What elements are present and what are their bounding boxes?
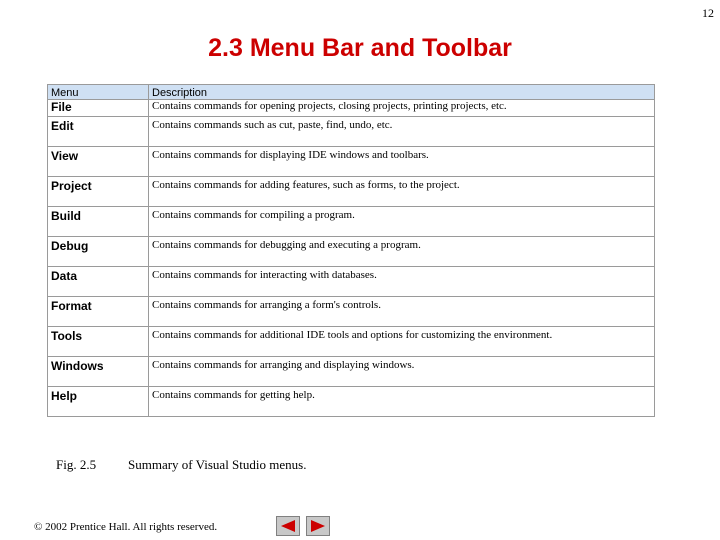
menu-description: Contains commands for adding features, such as forms, to the project. <box>149 177 655 207</box>
menu-description: Contains commands for debugging and executing a program. <box>149 237 655 267</box>
header-description: Description <box>149 85 655 100</box>
table-row <box>48 100 655 117</box>
menu-description: Contains commands for getting help. <box>149 387 655 417</box>
figure-label: Fig. 2.5 <box>56 457 97 472</box>
table-row <box>48 327 655 357</box>
table-row <box>48 267 655 297</box>
menu-name: Debug <box>48 237 149 267</box>
menu-description: Contains commands for interacting with databases. <box>149 267 655 297</box>
slide-title: 2.3 Menu Bar and Toolbar <box>208 34 512 62</box>
menu-description: Contains commands for arranging and displaying windows. <box>149 357 655 387</box>
table-row <box>48 177 655 207</box>
next-arrow-icon <box>310 519 326 533</box>
menu-name: Project <box>48 177 149 207</box>
menu-description: Contains commands for arranging a form's controls. <box>149 297 655 327</box>
page-number: 12 <box>702 6 714 20</box>
header-menu: Menu <box>48 85 149 100</box>
menu-name: Format <box>48 297 149 327</box>
previous-arrow-icon <box>280 519 296 533</box>
menu-description: Contains commands such as cut, paste, find, undo, etc. <box>149 117 655 147</box>
menu-name: Build <box>48 207 149 237</box>
table-row <box>48 147 655 177</box>
menus-table <box>47 84 655 417</box>
menu-name: File <box>48 100 149 117</box>
menu-name: Help <box>48 387 149 417</box>
table-row <box>48 207 655 237</box>
menu-name: Edit <box>48 117 149 147</box>
menu-name: Tools <box>48 327 149 357</box>
menu-name: Windows <box>48 357 149 387</box>
table-row <box>48 297 655 327</box>
menu-description: Contains commands for opening projects, closing projects, printing projects, etc. <box>149 100 655 117</box>
table-row <box>48 237 655 267</box>
copyright-footer: © 2002 Prentice Hall. All rights reserved. <box>34 521 218 533</box>
menu-description: Contains commands for additional IDE tools and options for customizing the environment. <box>149 327 655 357</box>
table-row <box>48 117 655 147</box>
figure-caption <box>56 457 306 473</box>
next-slide-button[interactable] <box>306 516 330 536</box>
menu-name: Data <box>48 267 149 297</box>
table-header-row <box>48 85 655 100</box>
slide-navigation <box>276 516 330 536</box>
table-row <box>48 387 655 417</box>
menu-description: Contains commands for displaying IDE windows and toolbars. <box>149 147 655 177</box>
table-row <box>48 357 655 387</box>
previous-slide-button[interactable] <box>276 516 300 536</box>
figure-caption-text: Summary of Visual Studio menus. <box>128 457 307 472</box>
menu-description: Contains commands for compiling a program. <box>149 207 655 237</box>
menu-name: View <box>48 147 149 177</box>
